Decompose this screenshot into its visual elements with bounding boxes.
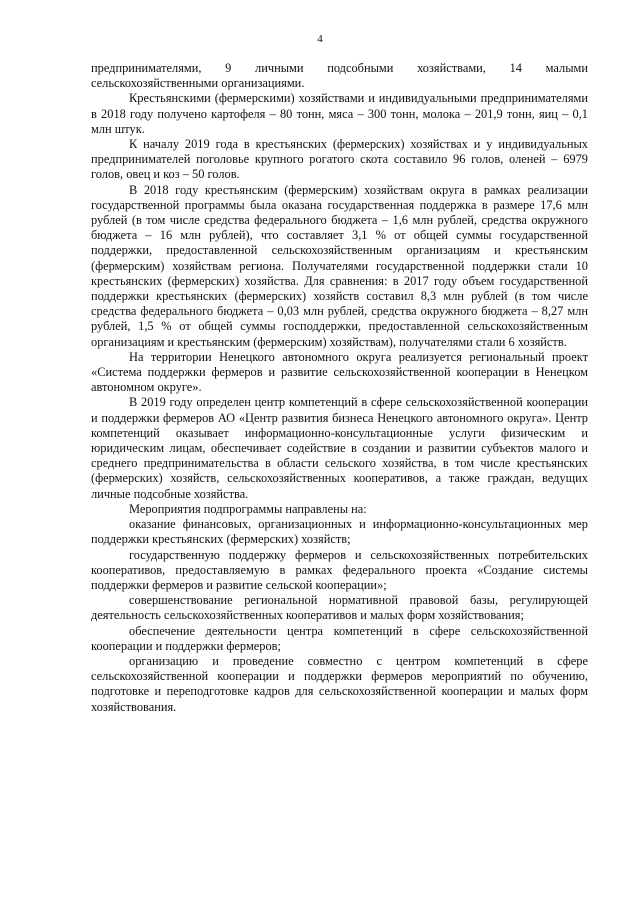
list-item-measure: совершенствование региональной нормативной правовой базы, регулирующей деятельность сельскохозяйственных кооперативов и малых форм хозяйствования; <box>91 593 588 623</box>
paragraph-livestock-2019: К началу 2019 года в крестьянских (фермерских) хозяйствах и у индивидуальных предпринимателей поголовье крупного рогатого скота составило 96 голов, оленей – 6979 голов, овец и коз – 50 голов. <box>91 137 588 182</box>
paragraph-state-support: В 2018 году крестьянским (фермерским) хозяйствам округа в рамках реализации государственной программы была оказана государственная поддержка в размере 17,6 млн рублей (в том числе средства федерального бюджета – 1,6 млн рублей, средства окружного бюджета – 16 млн рублей), что составляет 3,1 % от общей суммы государственной поддержки, предоставленной сельскохозяйственным организациям и крестьянским (фермерским) хозяйствам региона. Получателями государственной поддержки стали 10 крестьянских (фермерских) хозяйства. Для сравнения: в 2017 году объем государственной поддержки крестьянских (фермерских) хозяйств составил 8,3 млн рублей (в том числе средства федерального бюджета – 0,03 млн рублей, средства окружного бюджета – 8,27 млн рублей, 1,5 % от общей суммы господдержки, предоставленной сельскохозяйственным организациям и крестьянским (фермерским) хозяйствам), получателями стали 6 хозяйств. <box>91 182 588 349</box>
page-number: 4 <box>317 33 323 45</box>
list-item-measure: оказание финансовых, организационных и информационно-консультационных мер поддержки крестьянских (фермерских) хозяйств; <box>91 517 588 547</box>
paragraph-competence-center: В 2019 году определен центр компетенций в сфере сельскохозяйственной кооперации и поддержки фермеров АО «Центр развития бизнеса Ненецкого автономного округа». Центр компетенций оказывает информационно-консультационные услуги физическим и юридическим лицам, обеспечивает содействие в создании и развитии субъектов малого и среднего предпринимательства в области сельского хозяйства, в том числе крестьянских (фермерских) хозяйств, сельскохозяйственных кооперативов, а также граждан, ведущих личные подсобные хозяйства. <box>91 395 588 501</box>
paragraph-continuation: предпринимателями, 9 личными подсобными хозяйствами, 14 малыми сельскохозяйственными организациями. <box>91 61 588 91</box>
paragraph-regional-project: На территории Ненецкого автономного округа реализуется региональный проект «Система поддержки фермеров и развитие сельскохозяйственной кооперации в Ненецком автономном округе». <box>91 349 588 395</box>
list-item-measure: государственную поддержку фермеров и сельскохозяйственных потребительских кооперативов, предоставляемую в рамках федерального проекта «Создание системы поддержки фермеров и развитие сельской кооперации»; <box>91 547 588 592</box>
list-item-measure: обеспечение деятельности центра компетенций в сфере сельскохозяйственной кооперации и поддержки фермеров; <box>91 623 588 653</box>
paragraph-production-2018: Крестьянскими (фермерскими) хозяйствами и индивидуальными предпринимателями в 2018 году получено картофеля – 80 тонн, мяса – 300 тонн, молока – 201,9 тонн, яиц – 0,1 млн штук. <box>91 91 588 136</box>
paragraph-measures-intro: Мероприятия подпрограммы направлены на: <box>129 501 367 516</box>
list-item-measure: организацию и проведение совместно с центром компетенций в сфере сельскохозяйственной кооперации и поддержки фермеров мероприятий по обучению, подготовке и переподготовке кадров для сельскохозяйственной кооперации и малых форм хозяйствования. <box>91 653 588 714</box>
document-body <box>91 61 588 715</box>
